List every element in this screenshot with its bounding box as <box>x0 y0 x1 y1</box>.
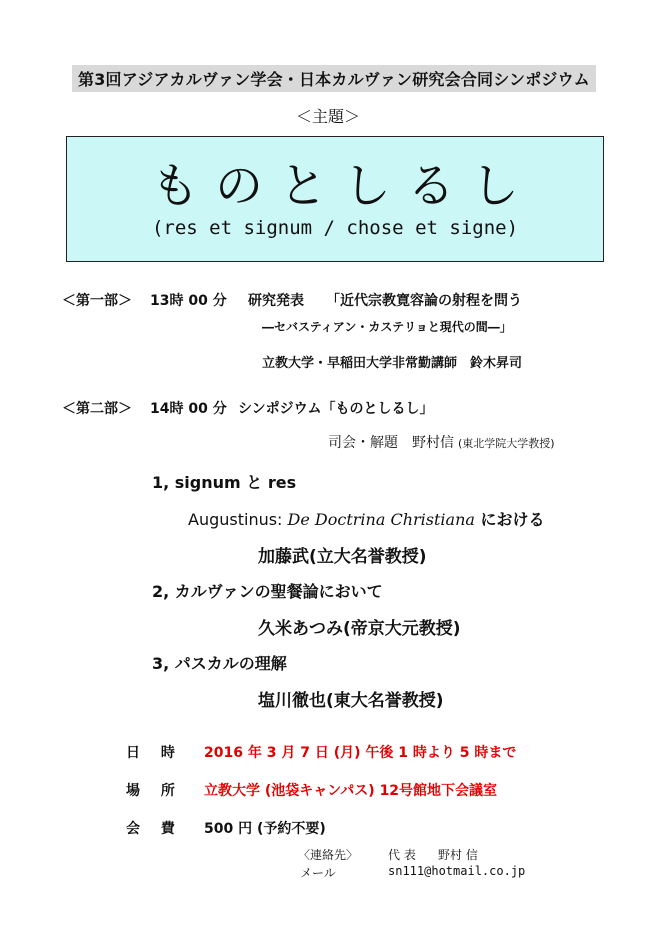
contact-label: 〈連絡先〉 <box>298 848 359 862</box>
fee-label: 会 費 <box>126 821 183 837</box>
contact-rep-label: 代 表 <box>388 848 416 862</box>
moderator-name: 野村信 <box>412 435 454 451</box>
place-value: 立教大学 (池袋キャンパス) 12号館地下会議室 <box>204 783 498 799</box>
moderator-role: 司会・解題 <box>328 435 398 451</box>
contact-mail-label: メール <box>300 866 336 880</box>
contact-rep-name: 野村 信 <box>438 848 478 862</box>
item1-speaker: 加藤武(立大名誉教授) <box>258 547 427 567</box>
contact-email[interactable]: sn111@hotmail.co.jp <box>388 864 526 878</box>
part1-talk-title: 「近代宗教寛容論の射程を問う <box>326 293 522 309</box>
item3-heading: 3, パスカルの理解 <box>152 654 287 673</box>
item2-heading: 2, カルヴァンの聖餐論において <box>152 582 383 601</box>
item1-heading: 1, signum と res <box>152 473 297 492</box>
place-label: 場 所 <box>126 783 183 799</box>
part1-speaker-affiliation: 立教大学・早稲田大学非常勤講師 <box>262 356 458 371</box>
item1-subtitle <box>188 507 545 530</box>
part1-label: ＜第一部＞ <box>62 293 132 309</box>
theme-label: ＜主題＞ <box>296 107 361 126</box>
theme-box <box>66 136 604 262</box>
part2-label: ＜第二部＞ <box>62 401 132 417</box>
theme-subtitle: (res et signum / chose et signe) <box>151 217 519 239</box>
part1-time: 13時 00 分 <box>150 293 227 309</box>
item1-subtitle-suffix: における <box>474 510 545 529</box>
moderator-affiliation: (東北学院大学教授) <box>458 437 555 450</box>
part1-type: 研究発表 <box>248 293 304 309</box>
part2-title: シンポジウム「ものとしるし」 <box>238 401 434 417</box>
part2-time: 14時 00 分 <box>150 401 227 417</box>
date-value: 2016 年 3 月 7 日 (月) 午後 1 時より 5 時まで <box>204 745 517 761</box>
item3-speaker: 塩川徹也(東大名誉教授) <box>258 691 444 711</box>
date-label: 日 時 <box>126 745 183 761</box>
item1-work-title: De Doctrina Christiana <box>287 510 475 529</box>
item1-subtitle-prefix: Augustinus: <box>188 510 288 529</box>
part1-speaker-name: 鈴木昇司 <box>470 356 523 371</box>
part1-talk-subtitle: ―セバスティアン・カステリョと現代の間―」 <box>262 320 512 334</box>
fee-value: 500 円 (予約不要) <box>204 821 326 837</box>
event-header-title: 第3回アジアカルヴァン学会・日本カルヴァン研究会合同シンポジウム <box>72 65 596 92</box>
item2-speaker: 久米あつみ(帝京大元教授) <box>258 619 461 639</box>
main-title: ものとしるし <box>150 158 535 214</box>
